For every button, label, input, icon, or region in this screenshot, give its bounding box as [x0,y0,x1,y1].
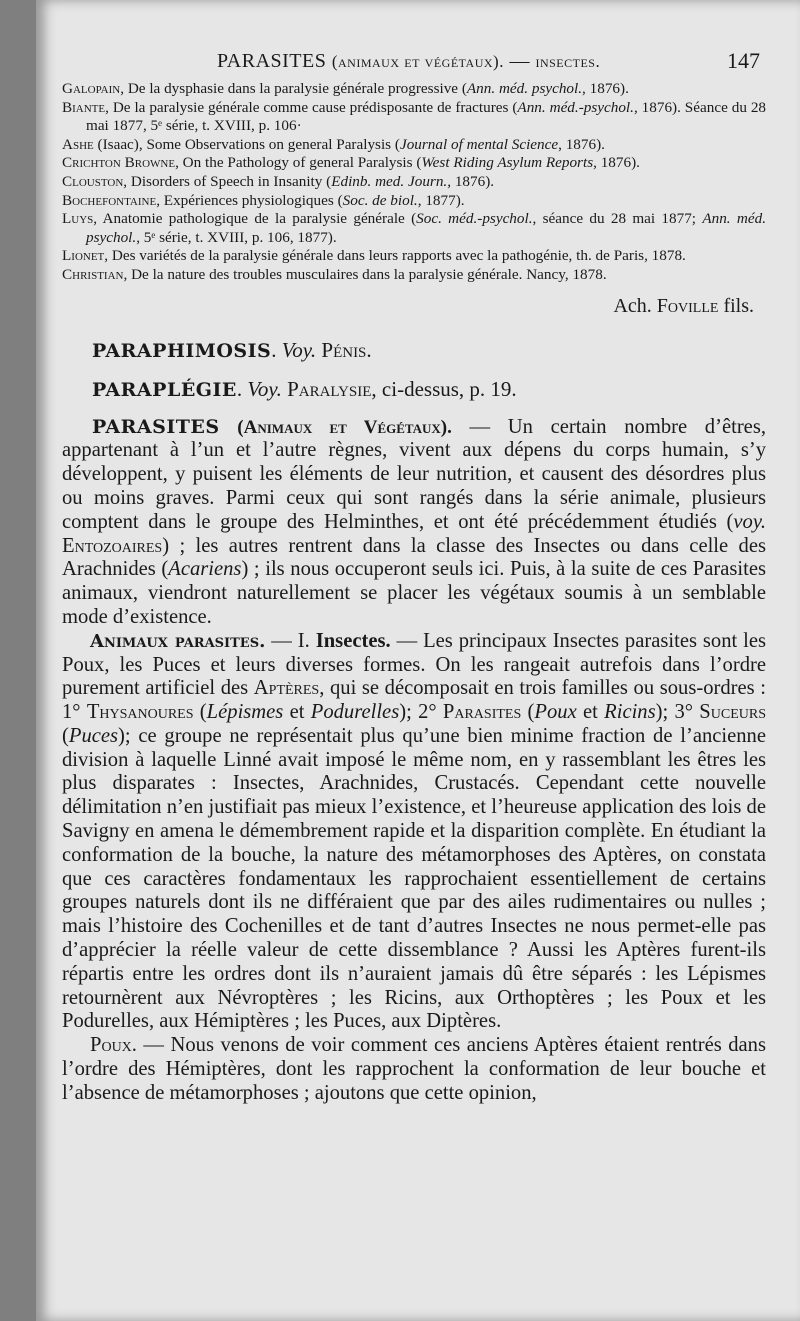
main-article [62,416,766,1106]
article-paragraph: Poux. — Nous venons de voir comment ces anciens Aptères étaient rentrés dans l’ordre des Hémiptères, dont les rapprochent la conformation de leur bouche et l’absence de métamorphoses ; ajoutons que cette opinion, [62,1034,766,1104]
entry-paraplegie: PARAPLÉGIE. Voy. Paralysie, ci-dessus, p. 19. [92,376,517,401]
running-title-section: insectes. [535,52,601,71]
bib-entry: Christian, De la nature des troubles musculaires dans la paralysie générale. Nancy, 1878. [62,265,607,283]
bib-entry: Crichton Browne, On the Pathology of general Paralysis (West Riding Asylum Reports, 1876). [62,154,640,172]
bib-entry: Clouston, Disorders of Speech in Insanity (Edinb. med. Journ., 1876). [62,172,495,190]
subsection-heading: Insectes. [315,629,391,652]
bibliography [62,80,766,285]
running-title-sub: (animaux et végétaux). [331,52,504,71]
book-page [36,0,800,1321]
section-heading: Animaux parasites. [90,630,266,652]
article-headword: PARASITES [92,415,220,438]
article-paragraph: PARASITES (Animaux et Végétaux). — Un certain nombre d’êtres, appartenant à l’un et l’autre règnes, vivent aux dépens du corps humain, s’y développent, y puisent les éléments de leur nutrition, et causent des désordres plus ou moins graves. Parmi ceux qui sont rangés dans la série animale, plusieurs comptent dans le groupe des Helminthes, et ont été précédemment étudiés (voy. Entozoaires) ; les autres rentrent dans la classe des Insectes ou dans celle des Arachnides (Acariens) ; ils nous occuperont seuls ici. Puis, à la suite de ces Parasites animaux, viendront naturellement se placer les végétaux soumis à un semblable mode d’existence. [62,415,766,628]
entry-headword: PARAPHIMOSIS [92,339,272,362]
bib-entry: Luys, Anatomie pathologique de la paralysie générale (Soc. méd.-psychol., séance du 28 mai 1877; Ann. méd. psychol., 5ᵉ série, t. XVIII, p. 106, 1877). [62,210,766,246]
page-number: 147 [727,48,760,73]
running-title-main: PARASITES [217,50,327,72]
bib-entry: Lionet, Des variétés de la paralysie générale dans leurs rapports avec la pathogénie, th. de Paris, 1878. [62,247,686,265]
author-signature: Ach. Foville fils. [613,294,754,317]
entry-headword: PARAPLÉGIE [92,378,237,401]
page-content [62,46,766,1106]
article-paragraph: Animaux parasites. — I. Insectes. — Les principaux Insectes parasites sont les Poux, les Puces et leurs diverses formes. On les rangeait autrefois dans l’ordre purement artificiel des Aptères, qui se décomposait en trois familles ou sous-ordres : 1° Thysanoures (Lépismes et Podurelles); 2° Parasites (Poux et Ricins); 3° Suceurs (Puces); ce groupe ne représentait plus qu’une bien minime fraction de l’ancienne division à laquelle Linné avait imposé le même nom, en y rassemblant les êtres les plus disparates : Insectes, Arachnides, Crustacés. Cependant cette nouvelle délimitation n’en justifiait pas mieux l’existence, et l’heureuse application des lois de Savigny en amena le démembrement rapide et la disparition complète. En étudiant la conformation de la bouche, la nature des métamorphoses des Aptères, on constata que ces caractères fondamentaux les rapprochaient essentiellement de certains groupes naturels dont ils ne différaient que par des ailes rudimentaires ou nulles ; mais l’histoire des Cochenilles et de tant d’autres Insectes ne nous permet-elle pas d’apprécier la réelle valeur de cette dissemblance ? Aussi les Aptères furent-ils répartis entre les ordres dont ils n’auraient jamais dû être séparés : les Lépismes retournèrent aux Névroptères ; les Ricins, aux Orthoptères ; les Poux et les Podurelles, aux Hémiptères ; les Puces, aux Diptères. [62,629,767,1033]
running-title-dash: — [509,50,530,72]
entry-paraphimosis: PARAPHIMOSIS. Voy. Pénis. [92,337,372,362]
subsection-heading: Poux. [90,1034,137,1057]
cross-reference: Pénis. [321,337,372,362]
bib-entry: Ashe (Isaac), Some Observations on general Paralysis (Journal of mental Science, 1876). [62,135,605,153]
running-head [62,46,766,80]
bib-entry: Galopain, De la dysphasie dans la paralysie générale progressive (Ann. méd. psychol., 1876). [62,80,629,97]
bib-entry: Bochefontaine, Expériences physiologiques (Soc. de biol., 1877). [62,191,465,209]
bib-entry: Biante, De la paralysie générale comme cause prédisposante de fractures (Ann. méd.-psychol., 1876). Séance du 28 mai 1877, 5ᵉ série, t. XVIII, p. 106· [62,98,767,135]
running-title [217,50,600,73]
cross-reference: Paralysie [287,376,372,401]
